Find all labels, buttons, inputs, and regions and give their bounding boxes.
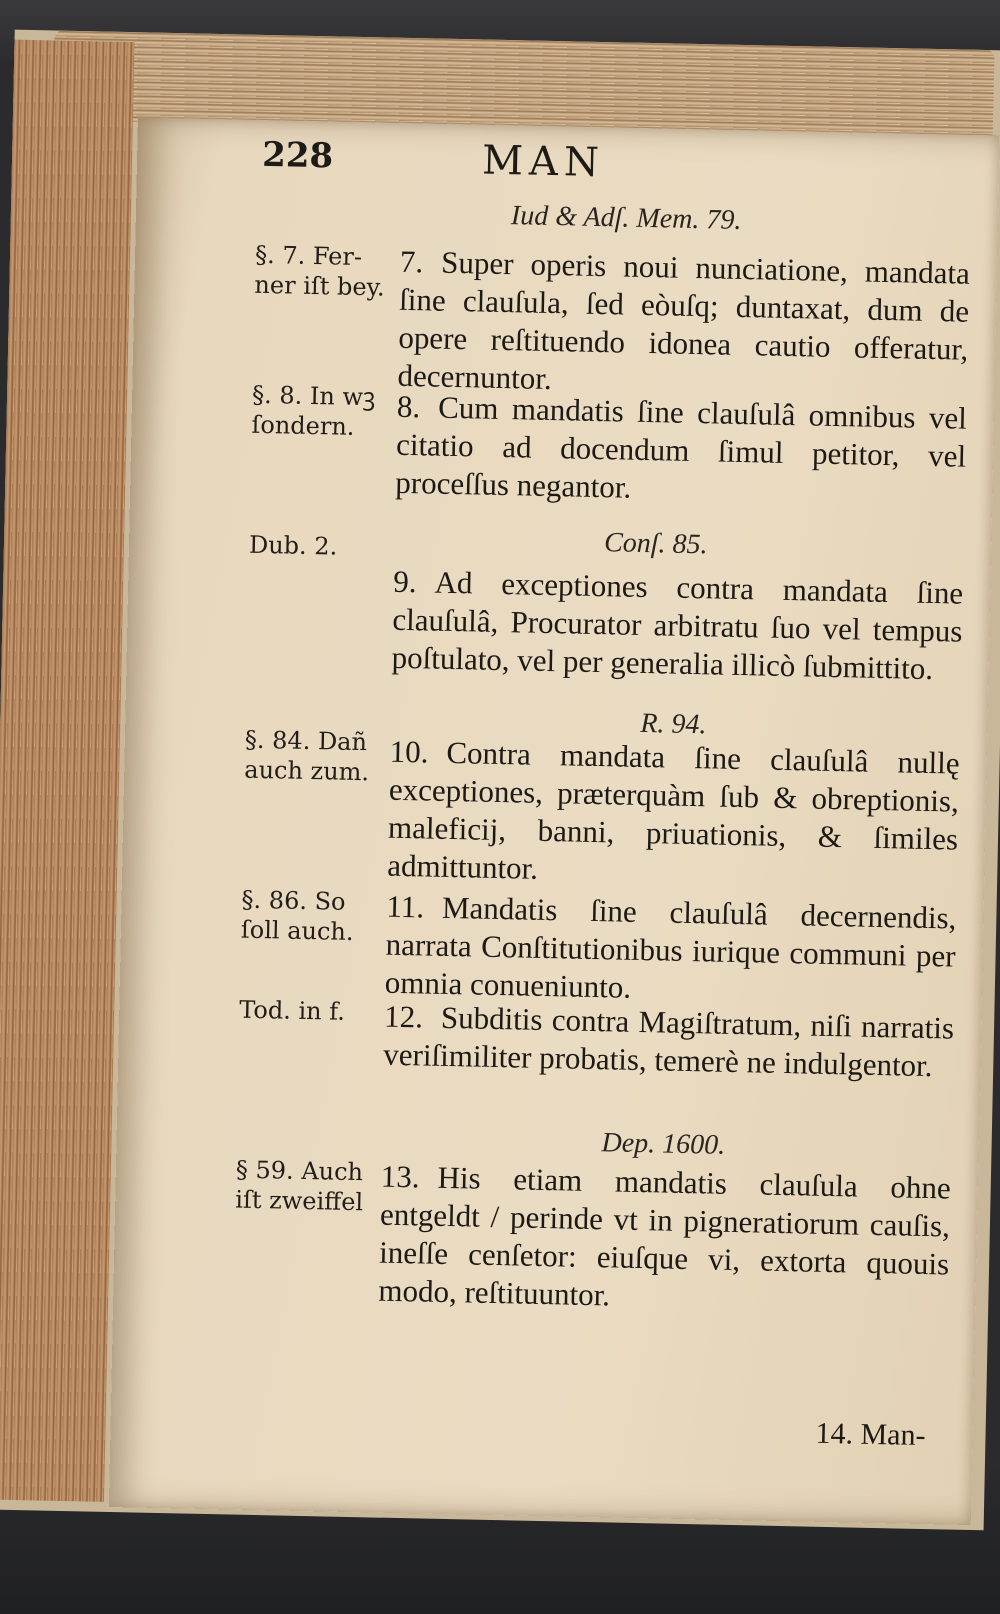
paragraph-text: His etiam mandatis clauſula ohne entgeldt / perinde vt in pigneratiorum cauſis, ineſſe cenſetor: eiuſque vi, extorta quouis modo, reſtituuntor. — [378, 1159, 952, 1313]
paragraph-text: Super operis noui nunciatione, mandata ſine clauſula, ſed eòuſq; duntaxat, dum de opere reſtituendo idonea cautio offeratur, decernuntor. — [397, 244, 971, 396]
margin-note: Dub. 2. — [248, 530, 338, 561]
margin-note: §. 7. Fer- ner iſt bey. — [254, 240, 385, 302]
running-head: MAN — [481, 137, 606, 187]
reference-line: R. 94. — [640, 707, 707, 741]
margin-note: § 59. Auch iſt zweiffel — [235, 1155, 364, 1217]
paragraph — [387, 733, 960, 897]
paragraph-text: Cum mandatis ſine clauſulâ omnibus vel citatio ad docendum ſimul petitor, vel proceſſus negantor. — [395, 389, 968, 505]
reference-line: Conſ. 85. — [603, 527, 708, 561]
paragraph-text: Ad exceptiones contra mandata ſine clauſulâ, Procurator arbitratu ſuo vel tempus poſtulato, vel per generalia illicò ſubmittito. — [391, 564, 964, 687]
paragraph — [395, 388, 967, 514]
paragraph-number: 12. — [383, 998, 424, 1035]
margin-note: §. 84. Dañ auch zum. — [244, 725, 370, 787]
paragraph-text: Contra mandata ſine clauſulâ nullę exceptiones, præterquàm ſub & obreptionis, maleficij, banni, priuationis, & ſimiles admittuntor. — [386, 734, 960, 886]
book — [0, 30, 1000, 1531]
paragraph — [378, 1158, 951, 1322]
margin-note: Tod. in f. — [239, 995, 346, 1026]
page-header — [262, 125, 763, 195]
paragraph — [391, 563, 963, 689]
reference-line: Iud & Adſ. Mem. 79. — [510, 200, 742, 236]
catchword: 14. Man- — [815, 1416, 926, 1453]
paragraph — [383, 998, 954, 1086]
paragraph-number: 9. — [392, 563, 417, 600]
paragraph-number: 13. — [380, 1158, 420, 1195]
paragraph-text: Mandatis ſine clauſulâ decernendis, narrata Conſtitutionibus iurique communi per omnia conueniunto. — [384, 889, 957, 1005]
page-number: 228 — [261, 134, 334, 177]
margin-note: §. 8. In wꝫ ſondern. — [251, 380, 376, 441]
margin-note: §. 86. So ſoll auch. — [240, 885, 354, 946]
paragraph-number: 7. — [399, 243, 424, 280]
paragraph-number: 8. — [396, 388, 421, 425]
paragraph — [384, 888, 956, 1014]
reference-line: Dep. 1600. — [601, 1127, 726, 1161]
paragraph-number: 10. — [389, 733, 429, 770]
paragraph — [397, 243, 970, 407]
paragraph-text: Subditis contra Magiſtratum, niſi narratis veriſimiliter probatis, temerè ne indulgentor. — [383, 999, 955, 1084]
paragraph-number: 11. — [386, 888, 425, 925]
